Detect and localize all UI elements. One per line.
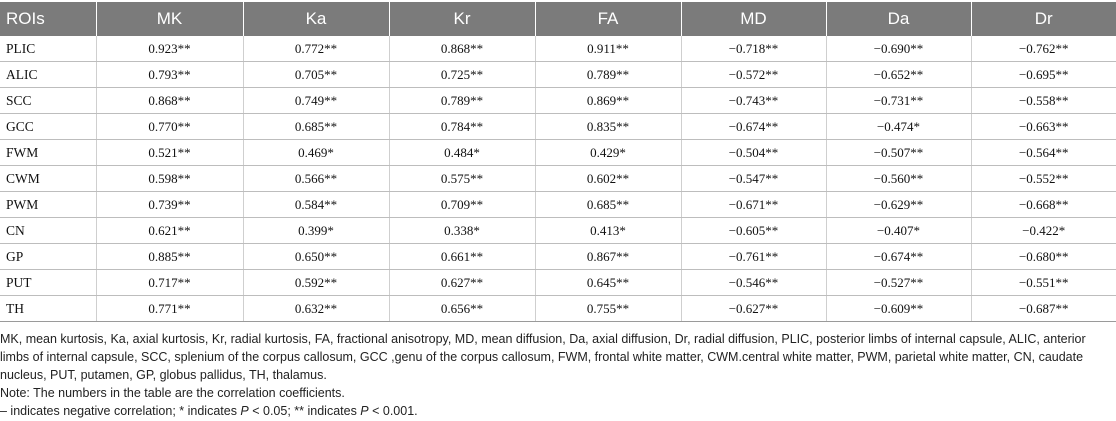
table-cell: 0.867** xyxy=(535,244,681,270)
table-cell: −0.627** xyxy=(681,296,826,322)
table-cell: 0.598** xyxy=(96,166,243,192)
roi-label: GCC xyxy=(0,114,96,140)
table-row xyxy=(0,114,1116,140)
table-cell: 0.575** xyxy=(389,166,535,192)
table-cell: 0.521** xyxy=(96,140,243,166)
table-cell: −0.674** xyxy=(826,244,971,270)
table-cell: 0.793** xyxy=(96,62,243,88)
table-cell: 0.709** xyxy=(389,192,535,218)
table-cell: −0.422* xyxy=(971,218,1116,244)
table-cell: 0.484* xyxy=(389,140,535,166)
table-body xyxy=(0,36,1116,322)
table-cell: −0.552** xyxy=(971,166,1116,192)
table-cell: −0.564** xyxy=(971,140,1116,166)
table-cell: −0.609** xyxy=(826,296,971,322)
table-cell: 0.739** xyxy=(96,192,243,218)
table-cell: 0.661** xyxy=(389,244,535,270)
table-cell: −0.527** xyxy=(826,270,971,296)
column-header-md: MD xyxy=(681,2,826,36)
table-row xyxy=(0,166,1116,192)
table-row xyxy=(0,244,1116,270)
abbreviations-note: MK, mean kurtosis, Ka, axial kurtosis, Kr, radial kurtosis, FA, fractional anisotropy, MD, mean diffusion, Da, axial diffusion, Dr, radial diffusion, PLIC, posterior limbs of internal capsule, ALIC, anterior limbs of internal capsule, SCC, splenium of the corpus callosum, GCC ,genu of the corpus callosum, FWM, frontal white matter, CWM.central white matter, PWM, parietal white matter, CN, caudate nucleus, PUT, putamen, GP, globus pallidus, TH, thalamus. xyxy=(0,332,1086,382)
table-cell: 0.632** xyxy=(243,296,389,322)
roi-label: PUT xyxy=(0,270,96,296)
table-cell: 0.429* xyxy=(535,140,681,166)
table-row xyxy=(0,270,1116,296)
table-cell: −0.663** xyxy=(971,114,1116,140)
table-cell: 0.413* xyxy=(535,218,681,244)
table-cell: 0.645** xyxy=(535,270,681,296)
table-cell: −0.731** xyxy=(826,88,971,114)
table-cell: 0.923** xyxy=(96,36,243,62)
table-cell: 0.772** xyxy=(243,36,389,62)
table-cell: −0.629** xyxy=(826,192,971,218)
table-cell: 0.755** xyxy=(535,296,681,322)
table-cell: 0.835** xyxy=(535,114,681,140)
table-cell: −0.762** xyxy=(971,36,1116,62)
table-cell: 0.784** xyxy=(389,114,535,140)
table-cell: 0.469* xyxy=(243,140,389,166)
table-cell: −0.407* xyxy=(826,218,971,244)
significance-note: – indicates negative correlation; * indicates P < 0.05; ** indicates P < 0.001. xyxy=(0,404,418,418)
table-cell: −0.474* xyxy=(826,114,971,140)
column-header-da: Da xyxy=(826,2,971,36)
table-cell: −0.605** xyxy=(681,218,826,244)
table-cell: 0.868** xyxy=(389,36,535,62)
table-cell: −0.652** xyxy=(826,62,971,88)
table-cell: 0.592** xyxy=(243,270,389,296)
table-cell: −0.743** xyxy=(681,88,826,114)
table-cell: 0.771** xyxy=(96,296,243,322)
table-cell: 0.885** xyxy=(96,244,243,270)
table-cell: −0.687** xyxy=(971,296,1116,322)
table-header-row xyxy=(0,2,1116,36)
table-cell: 0.789** xyxy=(389,88,535,114)
table-cell: 0.621** xyxy=(96,218,243,244)
table-cell: 0.650** xyxy=(243,244,389,270)
table-cell: 0.725** xyxy=(389,62,535,88)
table-cell: −0.674** xyxy=(681,114,826,140)
table-cell: 0.602** xyxy=(535,166,681,192)
table-row xyxy=(0,296,1116,322)
table-cell: 0.770** xyxy=(96,114,243,140)
table-cell: 0.338* xyxy=(389,218,535,244)
table-cell: 0.399* xyxy=(243,218,389,244)
table-row xyxy=(0,36,1116,62)
table-row xyxy=(0,218,1116,244)
correlation-table xyxy=(0,2,1116,322)
table-cell: −0.680** xyxy=(971,244,1116,270)
table-cell: 0.749** xyxy=(243,88,389,114)
table-cell: −0.507** xyxy=(826,140,971,166)
correlation-note: Note: The numbers in the table are the correlation coefficients. xyxy=(0,386,345,400)
column-header-kr: Kr xyxy=(389,2,535,36)
column-header-fa: FA xyxy=(535,2,681,36)
table-cell: −0.761** xyxy=(681,244,826,270)
table-cell: −0.668** xyxy=(971,192,1116,218)
column-header-mk: MK xyxy=(96,2,243,36)
table-footnotes xyxy=(0,330,1110,420)
table-cell: −0.690** xyxy=(826,36,971,62)
roi-label: GP xyxy=(0,244,96,270)
table-container xyxy=(0,2,1116,420)
roi-label: ALIC xyxy=(0,62,96,88)
table-cell: 0.566** xyxy=(243,166,389,192)
table-cell: −0.546** xyxy=(681,270,826,296)
roi-label: TH xyxy=(0,296,96,322)
roi-label: PLIC xyxy=(0,36,96,62)
table-cell: 0.717** xyxy=(96,270,243,296)
table-cell: −0.558** xyxy=(971,88,1116,114)
table-cell: 0.868** xyxy=(96,88,243,114)
table-cell: 0.705** xyxy=(243,62,389,88)
table-cell: 0.685** xyxy=(535,192,681,218)
table-cell: 0.656** xyxy=(389,296,535,322)
roi-label: CWM xyxy=(0,166,96,192)
table-cell: 0.627** xyxy=(389,270,535,296)
table-cell: −0.671** xyxy=(681,192,826,218)
table-cell: −0.551** xyxy=(971,270,1116,296)
column-header-dr: Dr xyxy=(971,2,1116,36)
column-header-ka: Ka xyxy=(243,2,389,36)
table-cell: 0.789** xyxy=(535,62,681,88)
table-row xyxy=(0,192,1116,218)
roi-label: CN xyxy=(0,218,96,244)
table-cell: 0.911** xyxy=(535,36,681,62)
roi-label: SCC xyxy=(0,88,96,114)
table-cell: −0.547** xyxy=(681,166,826,192)
table-cell: −0.504** xyxy=(681,140,826,166)
table-cell: −0.572** xyxy=(681,62,826,88)
table-row xyxy=(0,62,1116,88)
table-row xyxy=(0,140,1116,166)
table-cell: −0.695** xyxy=(971,62,1116,88)
table-cell: 0.685** xyxy=(243,114,389,140)
table-cell: −0.718** xyxy=(681,36,826,62)
roi-label: PWM xyxy=(0,192,96,218)
table-cell: 0.584** xyxy=(243,192,389,218)
table-cell: 0.869** xyxy=(535,88,681,114)
roi-label: FWM xyxy=(0,140,96,166)
table-cell: −0.560** xyxy=(826,166,971,192)
table-row xyxy=(0,88,1116,114)
column-header-rois: ROIs xyxy=(0,2,96,36)
